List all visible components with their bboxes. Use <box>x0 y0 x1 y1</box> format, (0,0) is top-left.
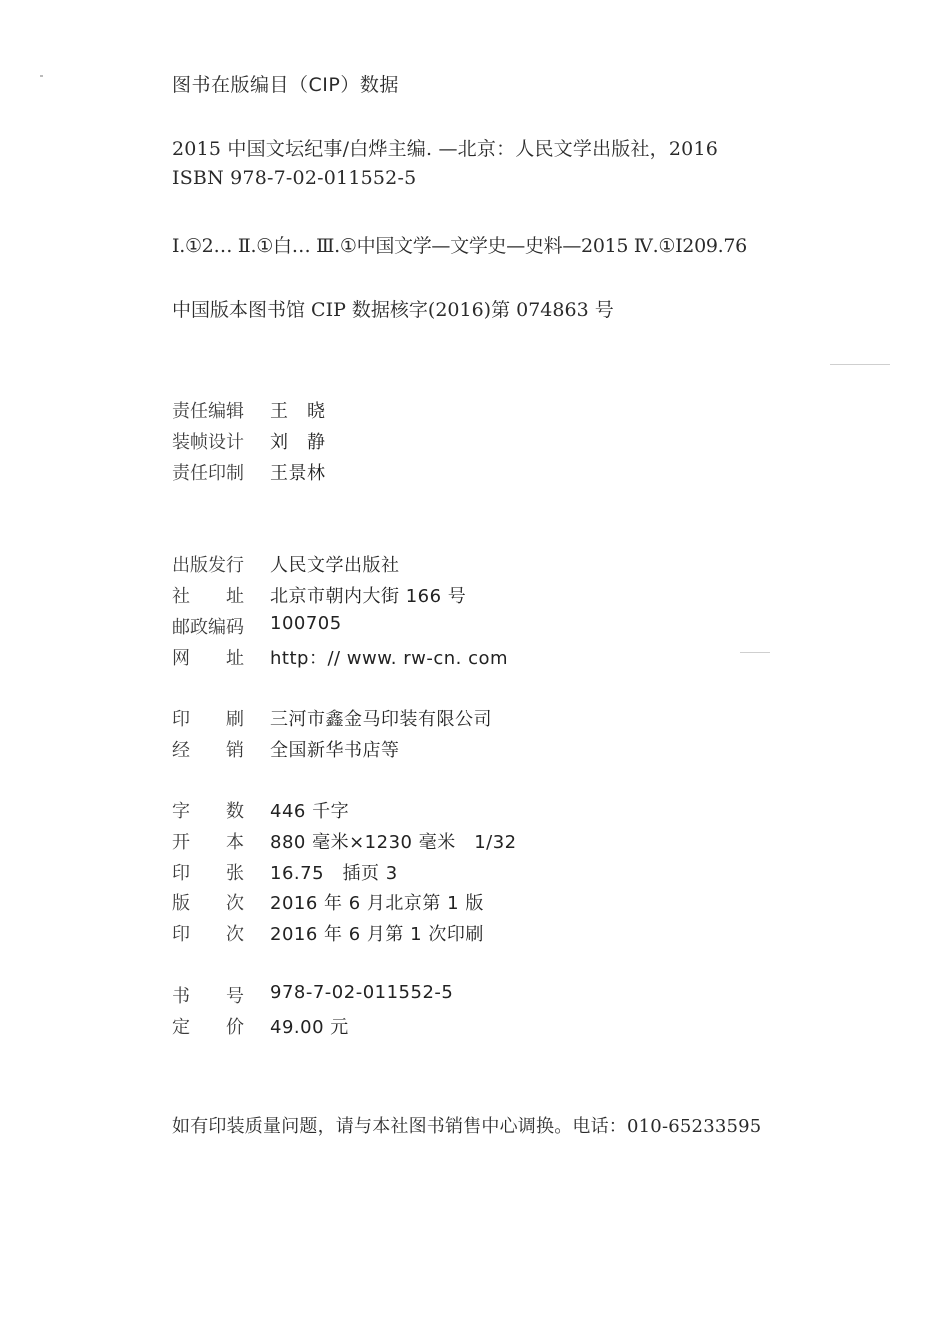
quality-notice: 如有印装质量问题，请与本社图书销售中心调换。电话：010-65233595 <box>172 1116 762 1137</box>
row-value: 全国新华书店等 <box>270 740 400 761</box>
row-label: 网 址 <box>172 648 244 669</box>
cip-isbn-line: ISBN 978-7-02-011552-5 <box>172 167 417 189</box>
row-label: 出版发行 <box>172 555 244 576</box>
row-value: http：// www. rw-cn. com <box>270 648 509 669</box>
row-value: 446 千字 <box>270 801 350 822</box>
row-value: 王 晓 <box>270 401 326 422</box>
row-value: 2016 年 6 月第 1 次印刷 <box>270 924 484 945</box>
row-value: 978-7-02-011552-5 <box>270 982 454 1003</box>
row-value: 人民文学出版社 <box>270 555 400 576</box>
row-label: 责任编辑 <box>172 401 244 422</box>
row-label: 定 价 <box>172 1017 244 1038</box>
row-label: 装帧设计 <box>172 432 244 453</box>
row-label: 责任印制 <box>172 463 244 484</box>
scan-line <box>830 364 890 365</box>
cip-title-line: 2015 中国文坛纪事/白烨主编. —北京：人民文学出版社，2016 <box>172 138 719 160</box>
row-value: 880 毫米×1230 毫米 1/32 <box>270 832 517 853</box>
row-label: 版 次 <box>172 893 244 914</box>
row-label: 印 张 <box>172 863 244 884</box>
row-value: 北京市朝内大街 166 号 <box>270 586 467 607</box>
row-label: 印 刷 <box>172 709 244 730</box>
row-label: 书 号 <box>172 986 244 1007</box>
cip-classification: Ⅰ.①2… Ⅱ.①白… Ⅲ.①中国文学—文学史—史料—2015 Ⅳ.①I209.76 <box>172 235 747 257</box>
scan-line <box>740 652 770 653</box>
cip-record-number: 中国版本图书馆 CIP 数据核字(2016)第 074863 号 <box>172 299 614 321</box>
row-value: 49.00 元 <box>270 1017 349 1038</box>
row-value: 三河市鑫金马印装有限公司 <box>270 709 492 730</box>
row-label: 开 本 <box>172 832 244 853</box>
scan-speck <box>40 75 43 77</box>
row-label: 印 次 <box>172 924 244 945</box>
row-label: 字 数 <box>172 801 244 822</box>
row-value: 16.75 插页 3 <box>270 863 398 884</box>
row-label: 邮政编码 <box>172 617 244 638</box>
row-value: 王景林 <box>270 463 326 484</box>
cip-heading: 图书在版编目（CIP）数据 <box>172 74 399 96</box>
row-value: 100705 <box>270 613 342 634</box>
row-label: 社 址 <box>172 586 244 607</box>
row-label: 经 销 <box>172 740 244 761</box>
row-value: 2016 年 6 月北京第 1 版 <box>270 893 484 914</box>
row-value: 刘 静 <box>270 432 326 453</box>
